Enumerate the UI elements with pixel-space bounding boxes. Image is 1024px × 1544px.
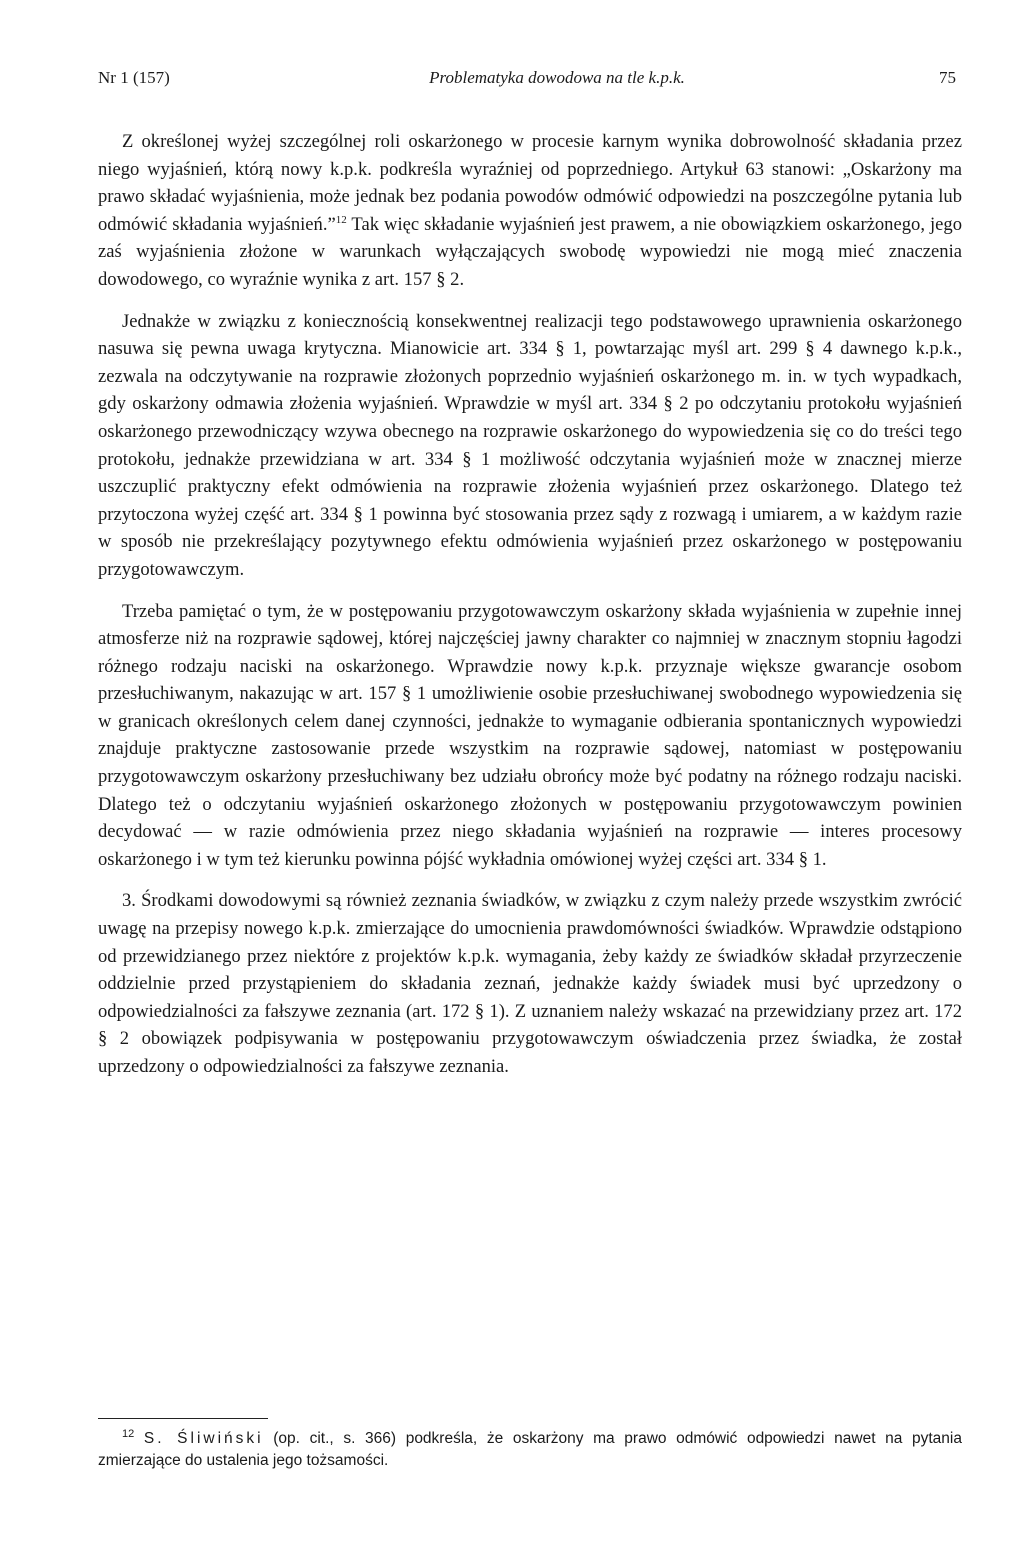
page-number: 75	[939, 68, 956, 87]
running-header	[98, 68, 956, 94]
paragraph-1-text-a: Z określonej wyżej szczególnej roli oskarżonego w procesie karnym wynika dobrowolność składania przez niego wyjaśnień, którą nowy k.p.k. podkreśla wyraźniej od poprzedniego. Artykuł 63 stanowi: „Oskarżony ma prawo składać wyjaśnienia, może jednak bez podania powodów odmówić odpowiedzi na poszczególne pytania lub odmówić składania wyjaśnień.”	[98, 131, 962, 235]
footnote	[98, 1428, 962, 1472]
paragraph-1	[98, 128, 962, 294]
paragraph-4: 3. Środkami dowodowymi są również zeznania świadków, w związku z czym należy przede wszystkim zwrócić uwagę na przepisy nowego k.p.k. zmierzające do umocnienia prawdomówności świadków. Wprawdzie odstąpiono od przewidzianego przez niektóre z projektów k.p.k. wymagania, żeby każdy ze świadków składał przyrzeczenie oddzielnie przed przystąpieniem do składania zeznań, jednakże każdy świadek musi być uprzedzony o odpowiedzialności za fałszywe zeznania (art. 172 § 1). Z uznaniem należy wskazać na przewidziany przez art. 172 § 2 obowiązek podpisywania w postępowaniu przygotowawczym oświadczenia przez świadka, że został uprzedzony o odpowiedzialności za fałszywe zeznania.	[98, 890, 962, 1077]
paragraph-3: Trzeba pamiętać o tym, że w postępowaniu przygotowawczym oskarżony składa wyjaśnienia w zupełnie innej atmosferze niż na rozprawie sądowej, której najczęściej jawny charakter co najmniej w znacznym stopniu łagodzi różnego rodzaju naciski na oskarżonego. Wprawdzie nowy k.p.k. przyznaje większe gwarancje osobom przesłuchiwanym, nakazując w art. 157 § 1 umożliwienie osobie przesłuchiwanej swobodnego wypowiedzenia się w granicach określonych celem danej czynności, jednakże to wymaganie odbierania spontanicznych wypowiedzi znajduje praktyczne zastosowanie przede wszystkim na rozprawie sądowej, natomiast w postępowaniu przygotowawczym oskarżony przesłuchiwany bez udziału obrońcy może być podatny na różnego rodzaju naciski. Dlatego też o odczytaniu wyjaśnień oskarżonego złożonych w postępowaniu przygotowawczym powinien decydować — w razie odmówienia przez niego składania wyjaśnień na rozprawie — interes procesowy oskarżonego i w tym też kierunku powinna pójść wykładnia omówionej wyżej części art. 334 § 1.	[98, 600, 962, 870]
footnote-author: S. Śliwiński	[143, 1430, 264, 1447]
footnote-divider	[98, 1418, 268, 1419]
issue-number: Nr 1 (157)	[98, 68, 170, 87]
paragraph-1-text-b: Tak więc składanie wyjaśnień jest prawem, a nie obowiązkiem oskarżonego, jego zaś wyjaśnienia złożone w warunkach wyłączających swobodę wypowiedzi nie mogą mieć znaczenia dowodowego, co wyraźnie wynika z art. 157 § 2.	[98, 213, 963, 290]
footnote-number: 12	[122, 1427, 135, 1440]
paragraph-2: Jednakże w związku z koniecznością konsekwentnej realizacji tego podstawowego uprawnienia oskarżonego nasuwa się pewna uwaga krytyczna. Mianowicie art. 334 § 1, powtarzając myśl art. 299 § 4 dawnego k.p.k., zezwala na odczytywanie na rozprawie złożonych poprzednio wyjaśnień oskarżonego m. in. w tych wypadkach, gdy oskarżony odmawia złożenia wyjaśnień. Wprawdzie w myśl art. 334 § 2 po odczytaniu protokołu wyjaśnień oskarżonego przewodniczący wzywa obecnego na rozprawie oskarżonego do wypowiedzenia się co do treści tego protokołu, jednakże przewidziana w art. 334 § 1 możliwość odczytania wyjaśnień może w znacznej mierze uszczuplić praktyczny efekt odmówienia na rozprawie złożenia wyjaśnień przez oskarżonego. Dlatego też przytoczona wyżej część art. 334 § 1 powinna być stosowania przez sądy z rozwagą i umiarem, a w każdym razie w sposób nie przekreślający pozytywnego efektu odmówienia wyjaśnień przez oskarżonego w postępowaniu przygotowawczym.	[98, 310, 962, 580]
footnote-text: (op. cit., s. 366) podkreśla, że oskarżony ma prawo odmówić odpowiedzi nawet na pytania zmierzające do ustalenia jego tożsamości.	[98, 1430, 962, 1469]
body-text	[98, 128, 962, 1095]
footnote-reference: 12	[335, 213, 347, 226]
running-title: Problematyka dowodowa na tle k.p.k.	[429, 68, 685, 87]
